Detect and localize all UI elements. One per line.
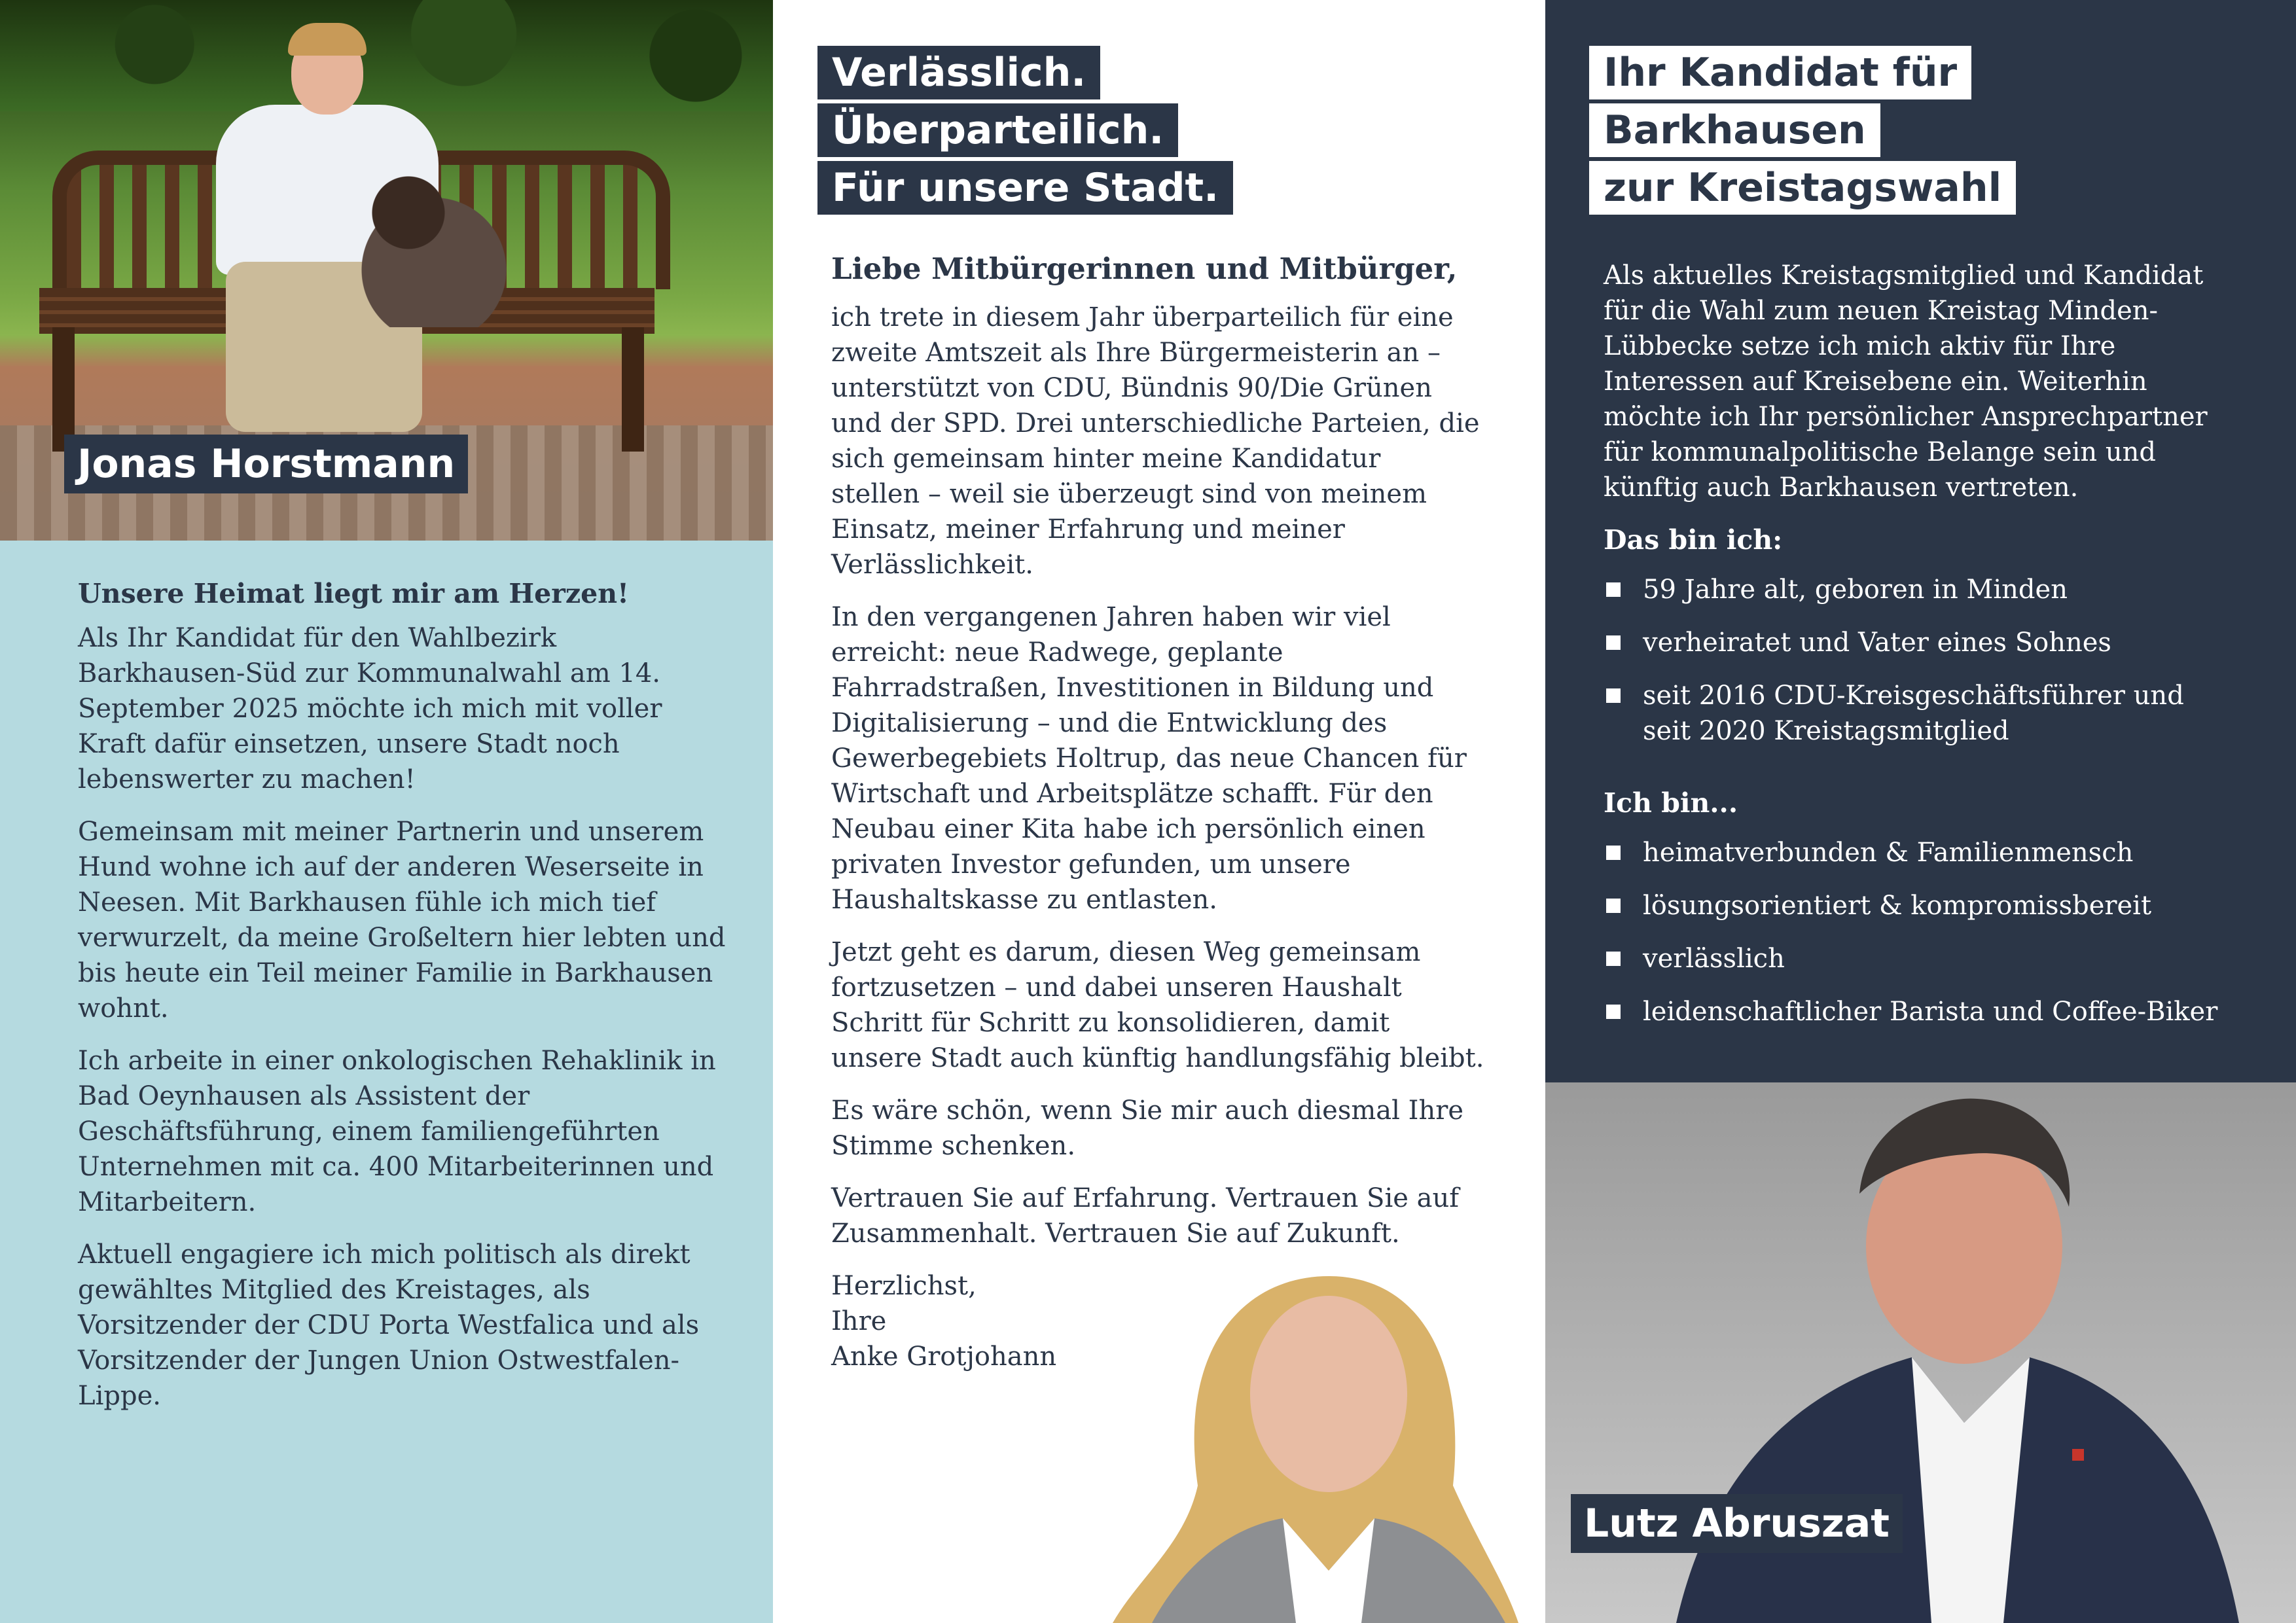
headline-line: Für unsere Stadt. (817, 161, 1233, 215)
bullet-square-icon (1606, 1005, 1621, 1019)
middle-paragraph: Jetzt geht es darum, diesen Weg gemeinsam fortzusetzen – und dabei unseren Haushalt Schritt für Schritt zu konsolidieren, damit unsere Stadt auch künftig handlungsfähig bleibt. (831, 937, 1484, 1073)
bullet-list (1604, 572, 2265, 749)
headline-line: zur Kreistagswahl (1589, 161, 2016, 215)
middle-paragraph: Vertrauen Sie auf Erfahrung. Vertrauen Sie auf Zusammenhalt. Vertrauen Sie auf Zukunft. (831, 1183, 1460, 1249)
right-headline (1589, 46, 2016, 219)
list-item: heimatverbunden & Familienmensch (1604, 835, 2265, 870)
salutation: Liebe Mitbürgerinnen und Mitbürger, (831, 251, 1458, 286)
left-paragraph: Als Ihr Kandidat für den Wahlbezirk Barkhausen-Süd zur Kommunalwahl am 14. September 2025 möchte ich mich mit voller Kraft dafür einsetzen, unsere Stadt noch lebenswerter zu machen! (78, 623, 662, 794)
left-paragraph: Aktuell engagiere ich mich politisch als direkt gewähltes Mitglied des Kreistages, als Vorsitzender der CDU Porta Westfalica und als Vorsitzender der Jungen Union Ostwestfalen- Lippe. (78, 1240, 700, 1411)
right-text-block (1604, 258, 2265, 1066)
name-caption-lutz: Lutz Abruszat (1571, 1494, 1903, 1553)
right-intro: Als aktuelles Kreistagsmitglied und Kandidat für die Wahl zum neuen Kreistag Minden- Lübbecke setze ich mich aktiv für Ihre Interessen auf Kreisebene ein. Weiterhin möchte ich Ihr persönlicher Ansprechpartner für kommunalpolitische Belange sein und künftig auch Barkhausen vertreten. (1604, 260, 2208, 503)
headline-line: Barkhausen (1589, 103, 1880, 157)
middle-headline (817, 46, 1233, 219)
headline-line: Verlässlich. (817, 46, 1100, 99)
bullet-square-icon (1606, 952, 1621, 966)
bullet-square-icon (1606, 846, 1621, 860)
list-item: verlässlich (1604, 941, 2265, 976)
bullet-square-icon (1606, 899, 1621, 913)
bullet-list (1604, 835, 2265, 1029)
middle-text-block (831, 251, 1499, 1391)
section-title: Das bin ich: (1604, 524, 1783, 556)
closing: Herzlichst, Ihre Anke Grotjohann (831, 1271, 1057, 1372)
list-item: seit 2016 CDU-Kreisgeschäftsführer und seit 2020 Kreistagsmitglied (1604, 678, 2265, 749)
headline-line: Überparteilich. (817, 103, 1178, 157)
bullet-square-icon (1606, 688, 1621, 703)
headline-line: Ihr Kandidat für (1589, 46, 1971, 99)
section-title: Ich bin... (1604, 787, 1738, 819)
left-text-block (78, 576, 745, 1431)
anke-grotjohann-portrait (1113, 1270, 1532, 1623)
bullet-square-icon (1606, 635, 1621, 650)
name-caption-jonas: Jonas Horstmann (64, 435, 468, 493)
middle-paragraph: ich trete in diesem Jahr überparteilich für eine zweite Amtszeit als Ihre Bürgermeisterin an – unterstützt von CDU, Bündnis 90/Die Grünen und der SPD. Drei unterschiedliche Parteien, die sich gemeinsam hinter meine Kandidatur stellen – weil sie überzeugt sind von meinem Einsatz, meiner Erfahrung und meiner Verlässlichkeit. (831, 302, 1480, 580)
list-item: 59 Jahre alt, geboren in Minden (1604, 572, 2265, 607)
left-paragraph: Gemeinsam mit meiner Partnerin und unserem Hund wohne ich auf der anderen Weserseite in Neesen. Mit Barkhausen fühle ich mich tief verwurzelt, da meine Großeltern hier lebten und bis heute ein Teil meiner Familie in Barkhausen wohnt. (78, 817, 726, 1024)
list-item: lösungsorientiert & kompromissbereit (1604, 888, 2265, 923)
list-item: leidenschaftlicher Barista und Coffee-Biker (1604, 994, 2265, 1029)
left-heading: Unsere Heimat liegt mir am Herzen! (78, 578, 630, 609)
left-panel (0, 0, 773, 1623)
list-item: verheiratet und Vater eines Sohnes (1604, 625, 2265, 660)
middle-paragraph: Es wäre schön, wenn Sie mir auch diesmal Ihre Stimme schenken. (831, 1096, 1464, 1161)
bullet-square-icon (1606, 582, 1621, 597)
middle-paragraph: In den vergangenen Jahren haben wir viel erreicht: neue Radwege, geplante Fahrradstraßen, Investitionen in Bildung und Digitalisierung – und die Entwicklung des Gewerbegebiets Holtrup, das neue Chancen für Wirtschaft und Arbeitsplätze schafft. Für den Neubau einer Kita habe ich persönlich einen privaten Investor gefunden, um unsere Haushaltskasse zu entlasten. (831, 602, 1467, 915)
left-paragraph: Ich arbeite in einer onkologischen Rehaklinik in Bad Oeynhausen als Assistent der Geschäftsführung, einem familiengeführten Unternehmen mit ca. 400 Mitarbeiterinnen und Mitarbeitern. (78, 1046, 716, 1217)
